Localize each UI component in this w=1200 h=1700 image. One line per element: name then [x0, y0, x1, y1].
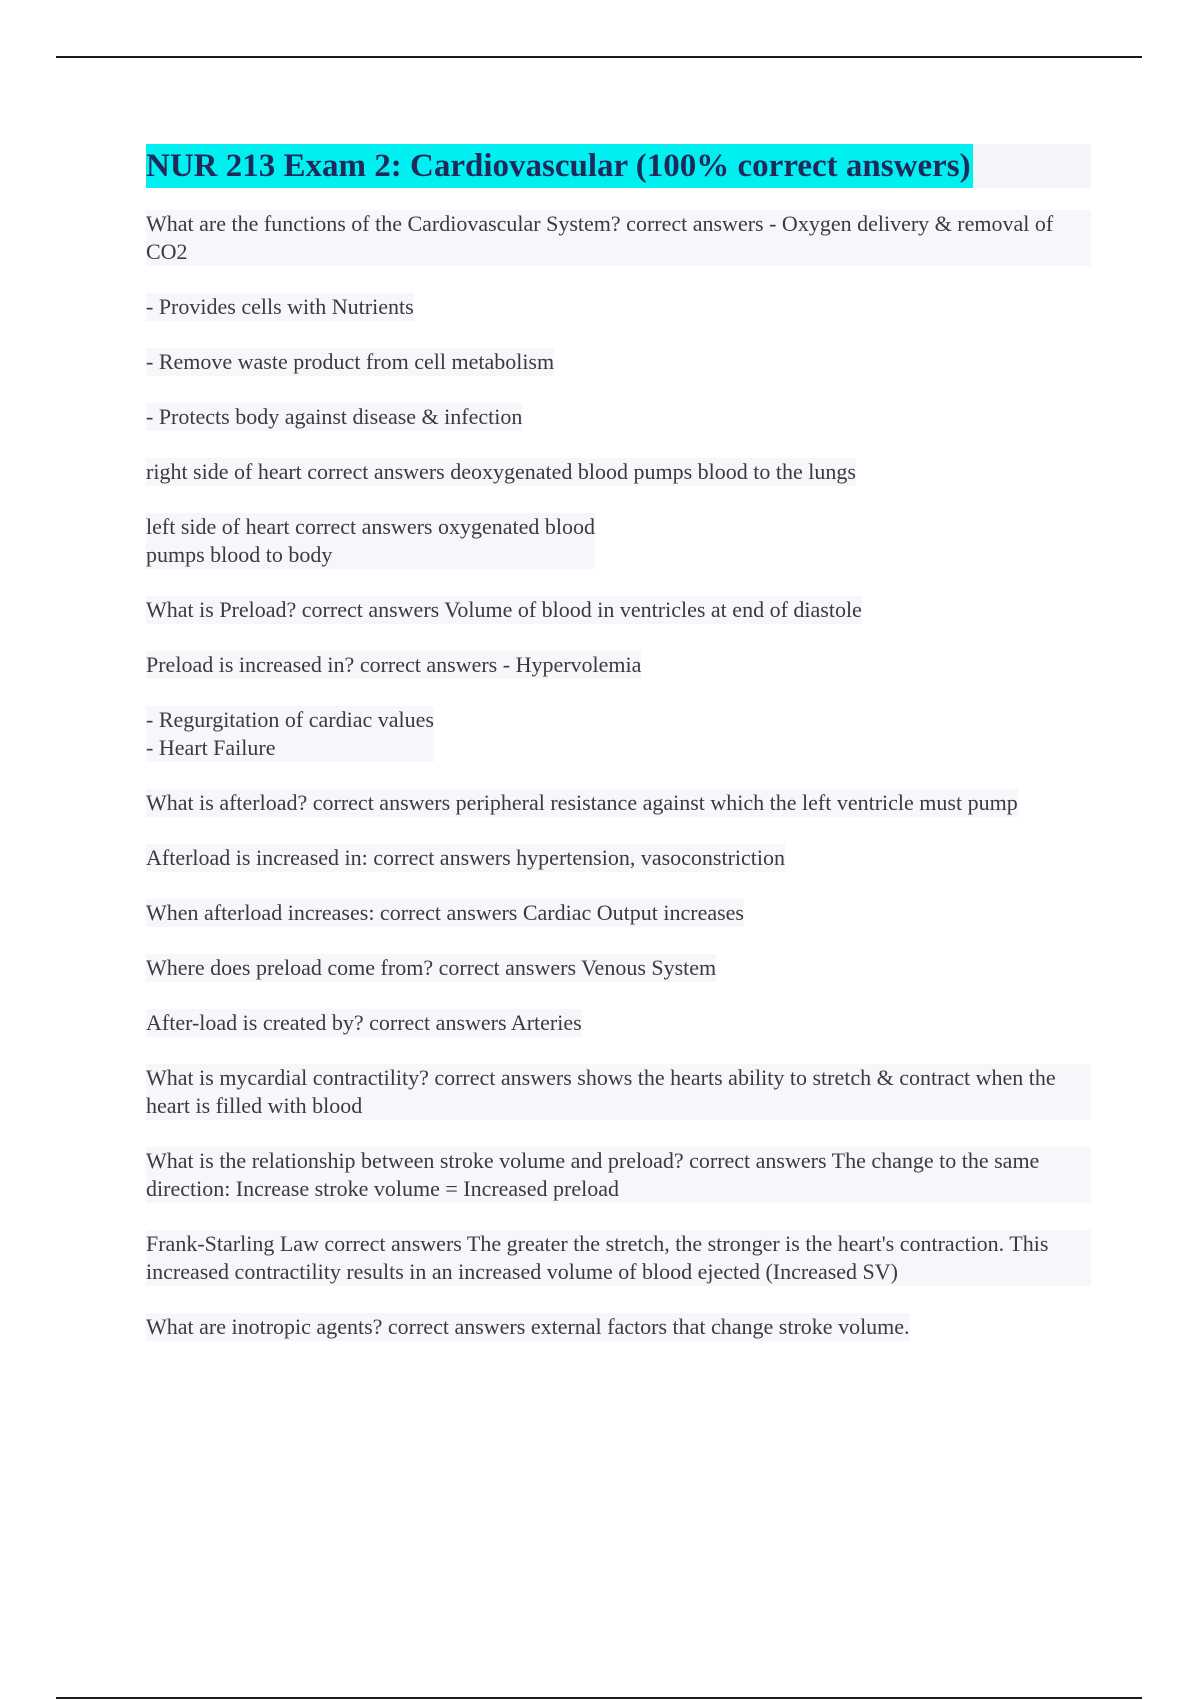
qa-paragraph: right side of heart correct answers deoxygenated blood pumps blood to the lungs: [146, 459, 856, 484]
qa-paragraph: Preload is increased in? correct answers - Hypervolemia: [146, 652, 642, 677]
bottom-rule: [56, 1697, 1142, 1699]
document-title: NUR 213 Exam 2: Cardiovascular (100% correct answers): [146, 144, 973, 188]
qa-paragraph: - Regurgitation of cardiac values - Heart Failure: [146, 707, 434, 760]
qa-paragraph: What are the functions of the Cardiovascular System? correct answers - Oxygen delivery & removal of CO2: [146, 210, 1091, 266]
qa-paragraph: When afterload increases: correct answers Cardiac Output increases: [146, 900, 744, 925]
title-band: [146, 144, 1091, 188]
top-rule: [56, 56, 1142, 58]
qa-paragraph: What is the relationship between stroke volume and preload? correct answers The change to the same direction: Increase stroke volume = Increased preload: [146, 1147, 1091, 1203]
qa-paragraph: - Provides cells with Nutrients: [146, 294, 414, 319]
qa-paragraph: Afterload is increased in: correct answers hypertension, vasoconstriction: [146, 845, 786, 870]
qa-paragraph: left side of heart correct answers oxygenated blood pumps blood to body: [146, 514, 595, 567]
qa-paragraph: After-load is created by? correct answers Arteries: [146, 1010, 582, 1035]
qa-paragraph: What is afterload? correct answers peripheral resistance against which the left ventricle must pump: [146, 790, 1018, 815]
qa-paragraph: Frank-Starling Law correct answers The greater the stretch, the stronger is the heart's contraction. This increased contractility results in an increased volume of blood ejected (Increased SV): [146, 1230, 1091, 1286]
qa-paragraph: What is Preload? correct answers Volume of blood in ventricles at end of diastole: [146, 597, 862, 622]
qa-paragraph: - Protects body against disease & infection: [146, 404, 523, 429]
qa-paragraph: What is mycardial contractility? correct answers shows the hearts ability to stretch & contract when the heart is filled with blood: [146, 1064, 1091, 1120]
document-body: [146, 144, 1091, 1368]
qa-paragraph: What are inotropic agents? correct answers external factors that change stroke volume.: [146, 1314, 910, 1339]
qa-paragraph: - Remove waste product from cell metabolism: [146, 349, 555, 374]
qa-paragraph: Where does preload come from? correct answers Venous System: [146, 955, 717, 980]
